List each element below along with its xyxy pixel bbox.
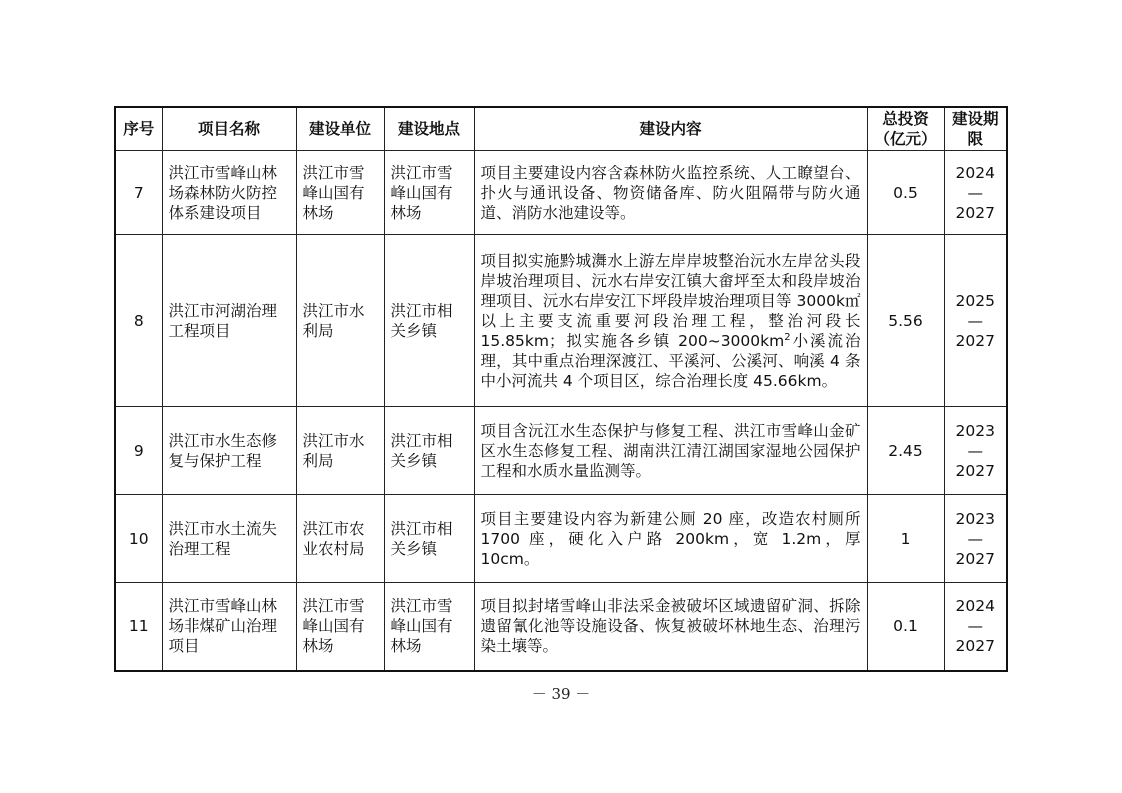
header-unit: 建设单位 (296, 107, 384, 151)
period-dash: — (967, 311, 983, 330)
period-start: 2023 (955, 421, 995, 440)
row-content (474, 235, 867, 407)
table-header-row (115, 107, 1007, 151)
row-investment: 0.5 (867, 151, 944, 235)
row-period (944, 407, 1007, 495)
row-unit: 洪江市农业农村局 (296, 495, 384, 583)
row-period (944, 235, 1007, 407)
content-superscript: 2 (784, 331, 791, 343)
row-content: 项目含沅江水生态保护与修复工程、洪江市雪峰山金矿区水生态修复工程、湖南洪江清江湖国家湿地公园保护工程和水质水量监测等。 (474, 407, 867, 495)
header-investment: 总投资（亿元） (867, 107, 944, 151)
row-seq: 10 (115, 495, 162, 583)
period-dash: — (967, 441, 983, 460)
table-row (115, 151, 1007, 235)
period-start: 2024 (955, 597, 995, 616)
content-text: 项目拟实施黔城㵲水上游左岸岸坡整治沅水左岸岔头段岸坡治理项目、沅水右岸安江镇大畲坪至太和段岸坡治理项目、沅水右岸安江下坪段岸坡治理项目等 3000k㎡以上主要支流重要河段治理工程，整治河段长15.85km；拟实施各乡镇 200~3000km (480, 251, 861, 350)
table-row (115, 235, 1007, 407)
row-project-name: 洪江市水生态修复与保护工程 (162, 407, 296, 495)
period-dash: — (967, 617, 983, 636)
row-location: 洪江市相关乡镇 (384, 235, 474, 407)
row-unit: 洪江市水利局 (296, 407, 384, 495)
row-investment: 1 (867, 495, 944, 583)
header-seq: 序号 (115, 107, 162, 151)
row-location: 洪江市雪峰山国有林场 (384, 151, 474, 235)
row-content: 项目主要建设内容为新建公厕 20 座，改造农村厕所1700 座，硬化入户路 200km，宽 1.2m，厚 10cm。 (474, 495, 867, 583)
period-dash: — (967, 529, 983, 548)
row-seq: 11 (115, 583, 162, 671)
period-start: 2024 (955, 163, 995, 182)
row-period (944, 583, 1007, 671)
header-content: 建设内容 (474, 107, 867, 151)
row-seq: 8 (115, 235, 162, 407)
content-text-tail: 小溪流治理，其中重点治理深渡江、平溪河、公溪河、响溪 4 条中小河流共 4 个项目区，综合治理长度 45.66km。 (480, 331, 861, 390)
row-location: 洪江市相关乡镇 (384, 495, 474, 583)
row-unit: 洪江市雪峰山国有林场 (296, 151, 384, 235)
row-project-name: 洪江市水土流失治理工程 (162, 495, 296, 583)
row-investment: 0.1 (867, 583, 944, 671)
period-dash: — (967, 183, 983, 202)
row-location: 洪江市相关乡镇 (384, 407, 474, 495)
period-start: 2023 (955, 509, 995, 528)
row-investment: 2.45 (867, 407, 944, 495)
row-project-name: 洪江市河湖治理工程项目 (162, 235, 296, 407)
row-location: 洪江市雪峰山国有林场 (384, 583, 474, 671)
period-end: 2027 (955, 461, 995, 480)
row-content: 项目拟封堵雪峰山非法采金被破坏区域遗留矿洞、拆除遗留氰化池等设施设备、恢复被破坏林地生态、治理污染土壤等。 (474, 583, 867, 671)
period-end: 2027 (955, 203, 995, 222)
row-unit: 洪江市水利局 (296, 235, 384, 407)
row-investment: 5.56 (867, 235, 944, 407)
period-end: 2027 (955, 549, 995, 568)
row-project-name: 洪江市雪峰山林场非煤矿山治理项目 (162, 583, 296, 671)
project-table (114, 106, 1008, 672)
table-row (115, 495, 1007, 583)
table-row (115, 407, 1007, 495)
row-content: 项目主要建设内容含森林防火监控系统、人工瞭望台、扑火与通讯设备、物资储备库、防火阻隔带与防火通道、消防水池建设等。 (474, 151, 867, 235)
row-period (944, 151, 1007, 235)
row-seq: 9 (115, 407, 162, 495)
row-project-name: 洪江市雪峰山林场森林防火防控体系建设项目 (162, 151, 296, 235)
header-project-name: 项目名称 (162, 107, 296, 151)
period-end: 2027 (955, 637, 995, 656)
row-seq: 7 (115, 151, 162, 235)
row-period (944, 495, 1007, 583)
page-number: － 39 － (531, 685, 591, 703)
row-unit: 洪江市雪峰山国有林场 (296, 583, 384, 671)
header-location: 建设地点 (384, 107, 474, 151)
period-start: 2025 (955, 291, 995, 310)
header-period: 建设期限 (944, 107, 1007, 151)
period-end: 2027 (955, 331, 995, 350)
table-row (115, 583, 1007, 671)
